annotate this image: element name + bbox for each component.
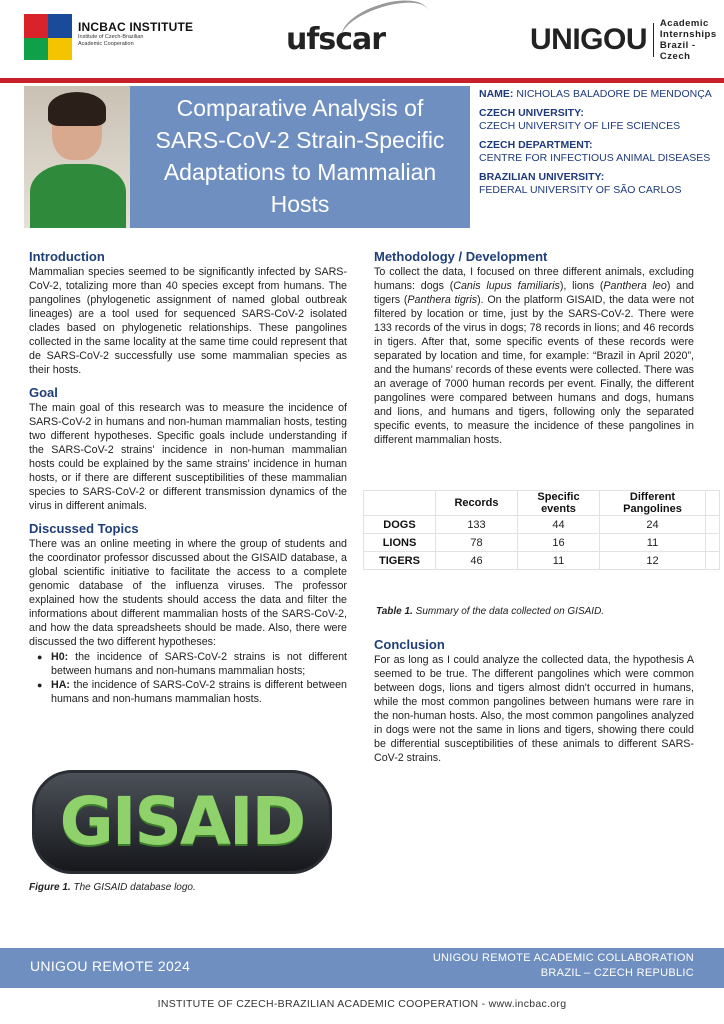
table-caption-text: Summary of the data collected on GISAID. <box>415 606 605 617</box>
brazilian-university-label: BRAZILIAN UNIVERSITY: <box>479 171 605 183</box>
table-row <box>364 516 720 534</box>
footer-collaboration <box>433 951 694 981</box>
list-item <box>37 650 347 678</box>
right-column <box>374 250 694 447</box>
unigou-tag-2: Internships <box>659 29 717 40</box>
ha-text: the incidence of SARS-CoV-2 strains is different between humans and non-humans mammalian hosts. <box>51 679 347 705</box>
name-label: NAME: <box>479 88 514 100</box>
unigou-wordmark: UNIGOU <box>530 23 647 56</box>
czech-university-value: CZECH UNIVERSITY OF LIFE SCIENCES <box>479 120 681 132</box>
figure-caption-label: Figure 1. <box>29 882 71 893</box>
figure-caption-text: The GISAID database logo. <box>73 882 196 893</box>
unigou-logo <box>530 18 724 62</box>
table-header-pangolines: Different Pangolines <box>600 491 706 516</box>
discussed-topics-text: There was an online meeting in where the group of students and the coordinator professor discussed about the GISAID database, a global scientific initiative to facilitate the access to a complete genomic database of the influenza viruses. The professor explained how the students should access the data and filter the informations about different mammalian hosts of the SARS-CoV-2, and how the data spreadsheets should be made. Also, there were discussed the two different hypotheses: <box>29 538 347 648</box>
cell-records: 46 <box>436 552 518 570</box>
cell-events: 16 <box>518 534 600 552</box>
ha-label: HA: <box>51 679 70 691</box>
row-label: DOGS <box>364 516 436 534</box>
czech-department-label: CZECH DEPARTMENT: <box>479 139 593 151</box>
introduction-heading: Introduction <box>29 249 105 264</box>
left-column <box>29 250 347 706</box>
goal-heading: Goal <box>29 385 58 400</box>
row-label: LIONS <box>364 534 436 552</box>
brazilian-university-value: FEDERAL UNIVERSITY OF SÃO CARLOS <box>479 184 682 196</box>
incbac-logo <box>24 14 193 60</box>
table-row <box>364 552 720 570</box>
header-logos <box>0 0 724 78</box>
cell-records: 78 <box>436 534 518 552</box>
cell-events: 11 <box>518 552 600 570</box>
ufscar-logo: ufscar <box>286 22 386 57</box>
conclusion-text: For as long as I could analyze the collected data, the hypothesis A seemed to be true. The different pangolines which were common between dogs, lions and tigers almost didn't occurred in humans, while the most common pangolines between humans were rare in the non-human hosts. Also, the most common pangolines analyzed in dogs were not the same in lions and tigers, showing there could be differential susceptibilities of these animals to different SARS-CoV-2 strains. <box>374 654 694 764</box>
czech-department-value: CENTRE FOR INFECTIOUS ANIMAL DISEASES <box>479 152 711 164</box>
table-caption-label: Table 1. <box>376 606 413 617</box>
cell-events: 44 <box>518 516 600 534</box>
name-value: NICHOLAS BALADORE DE MENDONÇA <box>516 88 712 100</box>
tigers-scientific-name: Panthera tigris <box>407 294 478 306</box>
author-photo <box>24 86 130 228</box>
h0-label: H0: <box>51 651 69 663</box>
czech-university-label: CZECH UNIVERSITY: <box>479 107 584 119</box>
cell-pangolines: 24 <box>600 516 706 534</box>
dogs-scientific-name: Canis lupus familiaris <box>453 280 560 292</box>
conclusion-section <box>374 638 694 765</box>
h0-text: the incidence of SARS-CoV-2 strains is not different between humans and non-humans mammalian hosts; <box>51 651 347 677</box>
table-header-events: Specific events <box>518 491 600 516</box>
summary-table <box>363 490 720 570</box>
methodology-text: To collect the data, I focused on three different animals, excluding humans: dogs (Canis lupus familiaris), lions (Panthera leo) and tigers (Panthera tigris). On the platform GISAID, the data were not filtered by location or time, just by the SARS-CoV-2. There were 133 records of the virus in dogs; 78 records in lions; and 46 records in tigers. After that, some specific events of these records were separated by location and time, for example: “Brazil in April 2020”, and the humans' records of these events were collected. There was an average of 7000 human records per event. Finally, the different pangolines were compared between humans and dogs, humans and lions, and humans and tigers, following only the separated specific events, to measure the incidence of these pangolines in different mammalian hosts. <box>374 266 694 446</box>
gisaid-logo-text: GISAID <box>59 783 305 860</box>
discussed-topics-heading: Discussed Topics <box>29 521 139 536</box>
header-divider <box>0 78 724 83</box>
unigou-tag-1: Academic <box>659 18 709 29</box>
footer-collab-line-2: BRAZIL – CZECH REPUBLIC <box>540 967 694 979</box>
introduction-text: Mammalian species seemed to be significantly infected by SARS-CoV-2, totalizing more than 40 species except from humans. The pangolines (phylogenetic assignment of named global outbreak lineages) are a tool used for sequenced SARS-CoV-2 isolated clades based on phylogenetic relationships. These pangolines collected in the same locality at the same time could represent that de SARS-CoV-2 successfully use some mammalian species as their hosts. <box>29 266 347 376</box>
goal-text: The main goal of this research was to measure the incidence of SARS-CoV-2 in humans and non-human mammalian hosts, testing two different hypotheses. Specific goals include understanding if the SARS-CoV-2 strains' incidence in non-human mammalian hosts could be explained by the same strains' incidence in human hosts, or if there are different susceptibilities of these mammalian species to SARS-CoV-2 or different transmission dynamics of the virus in different animals. <box>29 402 347 512</box>
conclusion-heading: Conclusion <box>374 637 445 652</box>
table-header-records: Records <box>436 491 518 516</box>
table-row <box>364 534 720 552</box>
table-caption <box>376 606 604 617</box>
cell-pangolines: 12 <box>600 552 706 570</box>
incbac-mark-icon <box>24 14 72 60</box>
cell-pangolines: 11 <box>600 534 706 552</box>
figure-caption <box>29 882 196 893</box>
methodology-heading: Methodology / Development <box>374 249 548 264</box>
incbac-subtitle: Institute of Czech-Brazilian Academic Cooperation <box>78 34 144 47</box>
author-info <box>479 88 719 203</box>
footer-collab-line-1: UNIGOU REMOTE ACADEMIC COLLABORATION <box>432 952 694 964</box>
incbac-title: INCBAC INSTITUTE <box>78 20 194 34</box>
list-item <box>37 678 347 706</box>
cell-records: 133 <box>436 516 518 534</box>
footer-event: UNIGOU REMOTE 2024 <box>30 958 191 974</box>
unigou-tag-3: Brazil - Czech <box>659 40 696 62</box>
gisaid-logo-image <box>32 770 332 874</box>
poster-title: Comparative Analysis of SARS-CoV-2 Strain-Specific Adaptations to Mammalian Hosts <box>155 95 445 217</box>
footer-institute: INSTITUTE OF CZECH-BRAZILIAN ACADEMIC COOPERATION - www.incbac.org <box>157 998 567 1010</box>
hypotheses-list <box>37 650 347 706</box>
row-label: TIGERS <box>364 552 436 570</box>
table-header-row <box>364 491 720 516</box>
lions-scientific-name: Panthera leo <box>603 280 667 292</box>
